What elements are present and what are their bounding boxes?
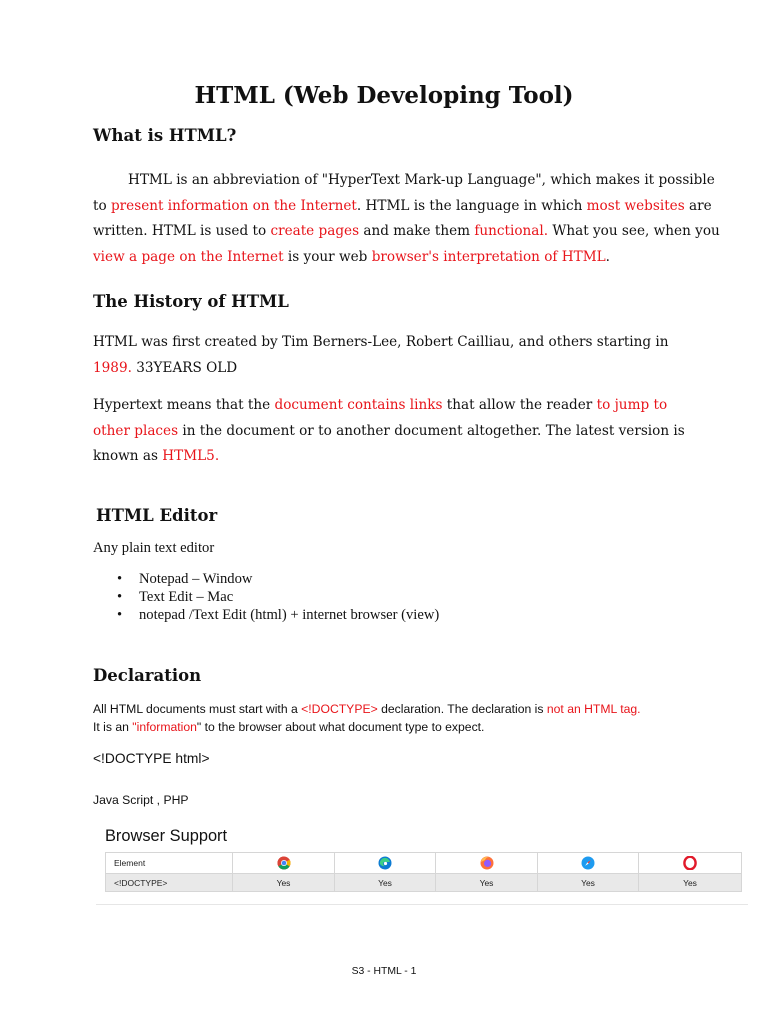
heading-html-editor: HTML Editor [96,506,218,525]
highlighted-text: document contains links [274,397,443,413]
table-header-row [106,853,742,874]
bullet-icon: • [117,607,123,623]
support-cell: Yes [335,874,436,892]
safari-icon [581,856,595,870]
highlighted-text: view a page on the Internet [93,248,284,265]
text-run: It is an [93,720,133,734]
highlighted-text: HTML5. [162,448,220,465]
editor-subtitle: Any plain text editor [93,540,215,556]
header-edge [335,853,436,874]
text-run: in the document or to another document altogether. The latest version is [178,422,685,439]
text-line [93,245,677,271]
table-row [106,874,742,892]
support-cell: Yes [538,874,639,892]
text-line [93,718,641,736]
highlighted-text: 1989. [93,359,132,376]
browser-support-figure [96,822,748,905]
text-run: is your web [283,248,372,265]
text-line [93,219,720,245]
what-is-html-paragraph [93,168,720,270]
history-paragraph-1 [93,330,677,381]
text-line [93,168,715,194]
text-run: . [605,248,610,265]
support-cell: Yes [436,874,538,892]
text-run: All HTML documents must start with a [93,702,302,716]
opera-icon [683,856,697,870]
heading-what-is-html: What is HTML? [93,126,237,145]
list-item [117,606,439,624]
highlighted-text: browser's interpretation of HTML [371,248,606,265]
text-run: . HTML is the language in which [356,197,587,214]
text-line [93,330,677,356]
history-paragraph-2 [93,393,685,470]
bullet-icon: • [117,571,123,587]
support-cell: Yes [639,874,742,892]
text-run: are [684,197,712,214]
page-footer: S3 - HTML - 1 [351,966,417,977]
text-line [93,356,677,382]
languages-note: Java Script , PHP [93,793,189,807]
text-run: HTML is an abbreviation of "HyperText Mark-up Language", which makes it possible [128,172,715,188]
text-run: declaration. The declaration is [377,702,547,716]
heading-history: The History of HTML [93,292,289,311]
text-run: to [93,197,111,214]
highlighted-text: other places [93,422,179,439]
browser-support-table [105,852,742,892]
text-line [93,700,641,718]
text-run: and make them [359,223,475,240]
browser-support-title: Browser Support [105,827,228,845]
text-run: 33YEARS OLD [131,359,238,376]
list-item-text: notepad /Text Edit (html) + internet browser (view) [139,607,440,623]
declaration-paragraph [93,700,641,736]
editor-list [117,570,439,624]
text-line [93,419,685,445]
text-line [93,194,712,220]
header-element-label: Element [106,853,233,874]
highlighted-text: present information on the Internet [110,197,357,214]
text-run: known as [93,448,163,465]
text-run: " to the browser about what document type to expect. [196,720,485,734]
header-safari [538,853,639,874]
row-element-label: <!DOCTYPE> [106,874,233,892]
text-run: HTML was first created by Tim Berners-Lee, Robert Cailliau, and others starting in [93,334,669,350]
highlighted-text: "information [132,720,197,734]
page-title: HTML (Web Developing Tool) [194,82,574,109]
header-opera [639,853,742,874]
header-chrome [233,853,335,874]
list-item [117,588,439,606]
highlighted-text: <!DOCTYPE> [301,702,378,716]
highlighted-text: not an HTML tag. [546,702,641,716]
doctype-code: <!DOCTYPE html> [93,751,210,766]
list-item-text: Notepad – Window [139,571,253,587]
edge-icon [378,856,392,870]
heading-declaration: Declaration [93,666,202,685]
highlighted-text: to jump to [596,397,668,413]
highlighted-text: functional. [474,223,549,240]
firefox-icon [480,856,494,870]
highlighted-text: most websites [586,197,685,214]
text-line [93,444,677,470]
text-run: that allow the reader [442,397,597,413]
highlighted-text: create pages [270,223,360,240]
bullet-icon: • [117,589,123,605]
support-cell: Yes [233,874,335,892]
text-run: written. HTML is used to [93,223,271,240]
list-item [117,570,439,588]
text-run: What you see, when you [548,223,720,240]
list-item-text: Text Edit – Mac [139,589,234,605]
header-firefox [436,853,538,874]
chrome-icon [277,856,291,870]
text-line [93,393,677,419]
text-run: Hypertext means that the [93,397,275,413]
